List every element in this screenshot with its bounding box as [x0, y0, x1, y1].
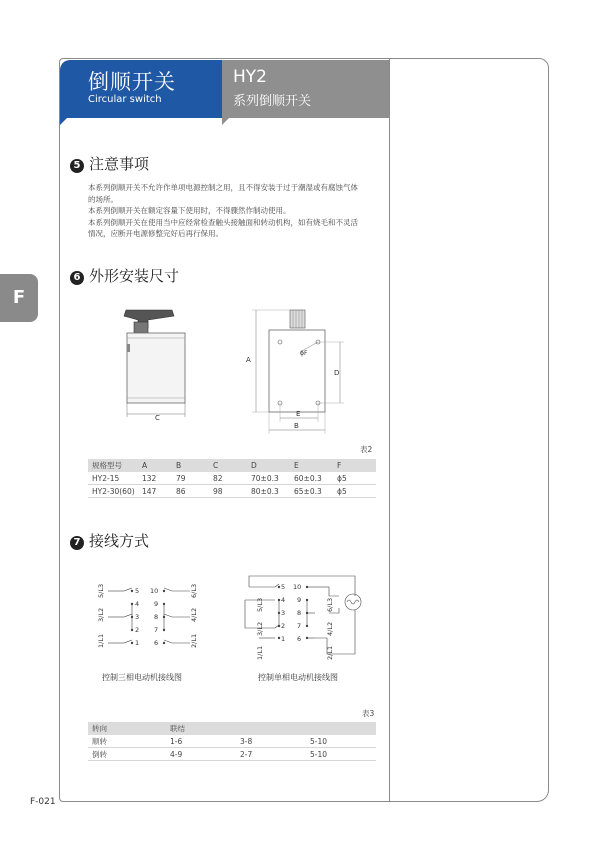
front-view-drawing: [238, 300, 358, 440]
table-cell: 60±0.3: [290, 472, 333, 485]
table-cell: 4-9: [166, 748, 236, 761]
dim-c-label: C: [155, 414, 160, 422]
terminal-number: 9: [297, 596, 302, 604]
side-tab-f: F: [0, 274, 38, 322]
header-title-cn: 倒顺开关: [88, 70, 176, 94]
table-header-cell: B: [172, 459, 209, 472]
table-cell: 132: [138, 472, 172, 485]
terminal-number: 3: [135, 613, 140, 621]
precautions-text: [88, 182, 380, 240]
section-wiring-heading: [70, 530, 149, 551]
terminal-number: 1: [281, 635, 286, 643]
dim-b-label: B: [294, 422, 299, 430]
table-header-cell: F: [333, 459, 376, 472]
table-header-cell: [236, 722, 306, 735]
terminal-number: 10: [293, 583, 302, 591]
table-cell: ϕ5: [333, 472, 376, 485]
table-header-cell: 转向: [88, 722, 166, 735]
terminal-number: 3: [281, 609, 286, 617]
terminal-number: 2: [135, 626, 140, 634]
terminal-label: 4/L2: [190, 607, 198, 622]
table-row: [88, 485, 376, 498]
terminal-number: 2: [281, 622, 286, 630]
table-cell: 5-10: [306, 748, 376, 761]
table-cell: 147: [138, 485, 172, 498]
connection-table: [88, 722, 376, 761]
table-row: [88, 748, 376, 761]
terminal-label: 5/L3: [97, 583, 105, 598]
table2-caption: 表2: [360, 445, 373, 454]
dim-f-label: ϕF: [300, 350, 308, 357]
three-phase-wiring-diagram: [88, 570, 208, 660]
page-number: F-021: [30, 797, 56, 807]
table-header-row: [88, 459, 376, 472]
header-series: 系列倒顺开关: [233, 94, 312, 109]
terminal-number: 8: [154, 613, 159, 621]
table-header-cell: C: [209, 459, 247, 472]
text-line: 本系列倒顺开关在使用当中应经常检查触头接触面和转动机构，如有烧毛和不灵活: [88, 217, 358, 227]
single-phase-wiring-diagram: [235, 570, 375, 665]
text-line: 本系列倒顺开关在额定容量下使用时，不得骤然作制动使用。: [88, 206, 291, 215]
header-blue-tail: [60, 118, 67, 125]
terminal-number: 6: [154, 639, 159, 647]
table-cell: 5-10: [306, 735, 376, 748]
terminal-label: 2/L1: [190, 633, 198, 648]
table-header-cell: D: [247, 459, 290, 472]
table-header-row: [88, 722, 376, 735]
table-cell: HY2-15: [88, 472, 138, 485]
terminal-label: 6/L3: [326, 597, 334, 612]
terminal-label: 3/L2: [97, 607, 105, 622]
terminal-label: 5/L3: [256, 597, 264, 612]
table-cell: ϕ5: [333, 485, 376, 498]
terminal-number: 8: [297, 609, 302, 617]
table-cell: 倒转: [88, 748, 166, 761]
dimensions-table: [88, 459, 376, 498]
table-cell: 2-7: [236, 748, 306, 761]
terminal-label: 3/L2: [256, 621, 264, 636]
text-line: 本系列倒顺开关不允许作单项电源控制之用，且不得安装于过于潮湿或有腐蚀气体: [88, 183, 358, 192]
terminal-number: 4: [281, 596, 286, 604]
terminal-number: 7: [297, 622, 302, 630]
table-cell: 顺转: [88, 735, 166, 748]
section-number-badge: 7: [70, 536, 84, 550]
section-precautions-heading: [70, 153, 149, 174]
terminal-number: 10: [150, 587, 159, 595]
table-header-cell: [306, 722, 376, 735]
dim-a-label: A: [246, 356, 251, 364]
table3-caption: 表3: [362, 709, 375, 718]
section-number-badge: 5: [70, 159, 84, 173]
table-cell: 80±0.3: [247, 485, 290, 498]
terminal-label: 1/L1: [256, 645, 264, 660]
table-row: [88, 735, 376, 748]
terminal-number: 7: [154, 626, 159, 634]
table-cell: 86: [172, 485, 209, 498]
table-cell: 1-6: [166, 735, 236, 748]
table-cell: HY2-30(60): [88, 485, 138, 498]
section-title: 外形安装尺寸: [89, 267, 180, 285]
terminal-number: 4: [135, 600, 140, 608]
table-cell: 79: [172, 472, 209, 485]
table-header-cell: 规格型号: [88, 459, 138, 472]
table-cell: 65±0.3: [290, 485, 333, 498]
terminal-number: 6: [297, 635, 302, 643]
table-header-cell: 联结: [166, 722, 236, 735]
section-dimensions-heading: [70, 265, 179, 286]
table-row: [88, 472, 376, 485]
table-header-cell: E: [290, 459, 333, 472]
section-title: 注意事项: [89, 155, 150, 173]
text-line: 情况，应断开电源修整完好后再行保用。: [88, 229, 223, 238]
table-cell: 98: [209, 485, 247, 498]
terminal-label: 2/L1: [326, 645, 334, 660]
table-cell: 70±0.3: [247, 472, 290, 485]
caption-three-phase: 控制三相电动机接线图: [102, 673, 182, 682]
terminal-number: 9: [154, 600, 159, 608]
table-header-cell: A: [138, 459, 172, 472]
caption-single-phase: 控制单相电动机接线图: [258, 673, 338, 682]
terminal-number: 5: [281, 583, 286, 591]
terminal-label: 4/L2: [326, 621, 334, 636]
column-divider: [389, 59, 390, 802]
header-gray-tail: [222, 118, 229, 125]
terminal-label: 6/L3: [190, 583, 198, 598]
table-cell: 3-8: [236, 735, 306, 748]
terminal-number: 5: [135, 587, 140, 595]
side-view-drawing: [110, 300, 220, 425]
header-title-en: Circular switch: [88, 94, 162, 105]
text-line: 的场所。: [88, 194, 118, 204]
section-number-badge: 6: [70, 271, 84, 285]
terminal-number: 1: [135, 639, 140, 647]
dim-e-label: E: [296, 410, 301, 418]
table-cell: 82: [209, 472, 247, 485]
section-title: 接线方式: [89, 532, 150, 550]
terminal-label: 1/L1: [97, 633, 105, 648]
header-model: HY2: [233, 67, 267, 87]
dim-d-label: D: [334, 369, 340, 377]
